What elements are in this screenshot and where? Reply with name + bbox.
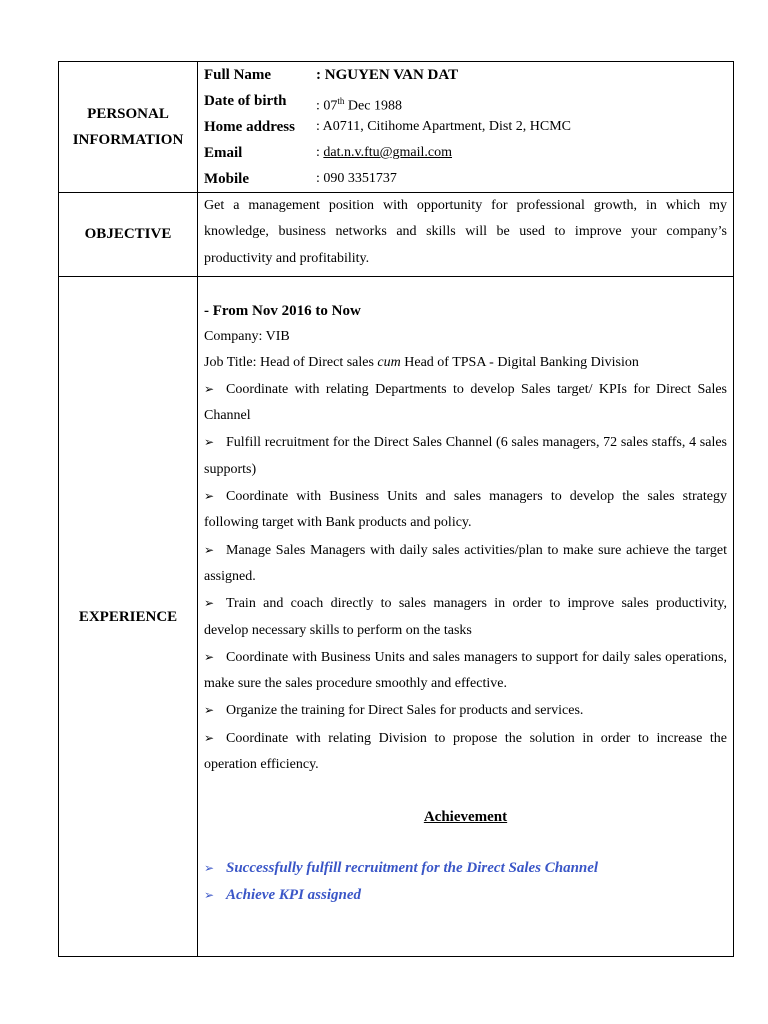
experience-bullet-text: Train and coach directly to sales managers in order to improve sales productivity, develop necessary skills to perform on the tasks — [204, 596, 727, 638]
experience-bullet-text: Coordinate with relating Departments to develop Sales target/ KPIs for Direct Sales Channel — [204, 381, 727, 424]
experience-bullet — [204, 590, 727, 644]
experience-bullet-text: Organize the training for Direct Sales for products and services. — [226, 703, 584, 719]
experience-bullet — [204, 483, 727, 537]
personal-info-content — [198, 62, 734, 193]
objective-text: Get a management position with opportunity for professional growth, in which my knowledge, business networks and skills will be used to improve your company’s productivity and profitability. — [204, 198, 727, 266]
objective-label: OBJECTIVE — [59, 193, 198, 277]
dob-value-day: : 07 — [316, 98, 338, 114]
objective-section — [59, 193, 734, 277]
arrow-bullet-icon: ➢ — [204, 542, 215, 557]
personal-label-line2: INFORMATION — [72, 132, 184, 148]
email-value — [316, 140, 452, 166]
experience-label: EXPERIENCE — [59, 276, 198, 956]
experience-bullet — [204, 697, 727, 724]
achievement-text: Successfully fulfill recruitment for the Direct Sales Channel — [226, 860, 599, 877]
experience-section — [59, 276, 734, 956]
resume-table — [58, 61, 734, 957]
arrow-bullet-icon: ➢ — [204, 435, 215, 450]
address-value: : A0711, Citihome Apartment, Dist 2, HCMC — [316, 119, 571, 134]
achievement-item — [204, 882, 727, 909]
arrow-bullet-icon: ➢ — [204, 381, 215, 396]
arrow-bullet-icon: ➢ — [204, 649, 215, 664]
experience-bullet — [204, 537, 727, 591]
full-name-label: Full Name — [204, 67, 272, 83]
arrow-bullet-icon: ➢ — [204, 703, 215, 718]
email-row — [204, 140, 727, 166]
email-prefix: : — [316, 145, 324, 160]
dob-label: Date of birth — [204, 93, 287, 109]
full-name-row — [204, 62, 727, 88]
email-label: Email — [204, 145, 243, 161]
experience-bullet — [204, 644, 727, 698]
experience-bullet — [204, 376, 727, 430]
job-title-prefix: Job Title: Head of Direct sales — [204, 354, 378, 370]
achievement-text: Achieve KPI assigned — [226, 887, 361, 904]
experience-bullet-text: Coordinate with relating Division to propose the solution in order to increase the operation efficiency. — [204, 730, 727, 773]
experience-bullet-text: Fulfill recruitment for the Direct Sales Channel (6 sales managers, 72 sales staffs, 4 sales supports) — [204, 435, 727, 477]
experience-period: - From Nov 2016 to Now — [204, 302, 361, 319]
address-row — [204, 114, 727, 140]
address-label: Home address — [204, 119, 295, 135]
mobile-value: : 090 3351737 — [316, 171, 397, 186]
dob-value-sup: th — [337, 96, 345, 106]
arrow-bullet-icon: ➢ — [204, 861, 215, 876]
experience-bullet-text: Manage Sales Managers with daily sales activities/plan to make sure achieve the target assigned. — [204, 542, 727, 584]
mobile-row — [204, 166, 727, 192]
achievement-item — [204, 855, 727, 882]
arrow-bullet-icon: ➢ — [204, 888, 215, 903]
dob-row — [204, 88, 727, 114]
experience-bullet — [204, 725, 727, 779]
experience-content — [198, 276, 734, 956]
achievement-list — [204, 855, 727, 956]
experience-bullet-text: Coordinate with Business Units and sales managers to support for daily sales operations, make sure the sales procedure smoothly and effective. — [204, 649, 727, 692]
arrow-bullet-icon: ➢ — [204, 489, 215, 504]
experience-company: Company: VIB — [204, 328, 290, 344]
job-title-suffix: Head of TPSA - Digital Banking Division — [400, 354, 639, 370]
mobile-label: Mobile — [204, 171, 249, 187]
email-link[interactable]: dat.n.v.ftu@gmail.com — [323, 145, 453, 160]
experience-job-title — [204, 350, 727, 376]
dob-value — [316, 88, 402, 114]
personal-info-label — [59, 62, 198, 193]
experience-bullet — [204, 429, 727, 483]
dob-value-month-year: Dec 1988 — [344, 98, 402, 114]
objective-content — [198, 193, 734, 277]
achievement-title: Achievement — [423, 809, 508, 826]
personal-info-section — [59, 62, 734, 193]
experience-bullet-text: Coordinate with Business Units and sales managers to develop the sales strategy following target with Bank products and policy. — [204, 489, 727, 531]
job-title-italic: cum — [377, 354, 401, 370]
full-name-value: : NGUYEN VAN DAT — [316, 67, 459, 83]
personal-label-line1: PERSONAL — [87, 106, 169, 122]
arrow-bullet-icon: ➢ — [204, 596, 215, 611]
arrow-bullet-icon: ➢ — [204, 730, 215, 745]
